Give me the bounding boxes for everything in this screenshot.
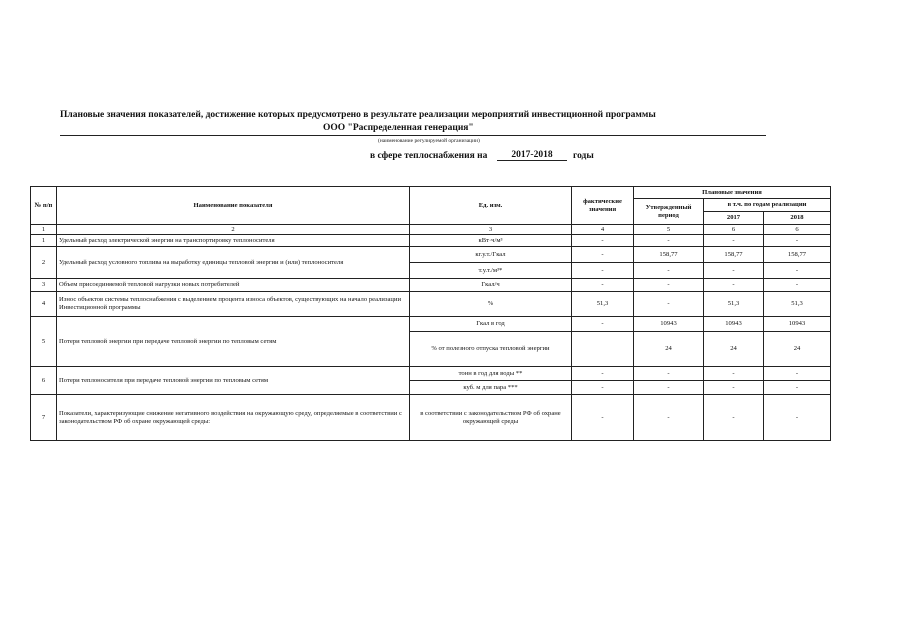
row-actual: - (572, 247, 634, 263)
row-2017: - (704, 367, 764, 381)
row-name: Удельный расход электрической энергии на транспортировку теплоносителя (57, 235, 410, 247)
row-approved: - (634, 292, 704, 317)
row-2017: 24 (704, 332, 764, 367)
row-2018: - (764, 395, 831, 441)
document-title: Плановые значения показателей, достижение которых предусмотрено в результате реализации мероприятий инвестиционной программы (60, 110, 656, 120)
row-2018: 10943 (764, 317, 831, 332)
row-unit: кВт·ч/м³ (410, 235, 572, 247)
row-num: 6 (31, 367, 57, 395)
sphere-label: в сфере теплоснабжения на (370, 151, 488, 161)
row-name: Удельный расход условного топлива на выработку единицы тепловой энергии и (или) теплоносителя (57, 247, 410, 279)
row-num: 5 (31, 317, 57, 367)
row-unit: Гкал/ч (410, 279, 572, 292)
header-planned: Плановые значения (634, 187, 831, 199)
table-row (31, 367, 831, 381)
row-2017: - (704, 235, 764, 247)
row-actual: - (572, 279, 634, 292)
index-cell: 2 (57, 225, 410, 235)
row-approved: - (634, 263, 704, 279)
index-cell: 6 (764, 225, 831, 235)
row-approved: - (634, 367, 704, 381)
index-cell: 6 (704, 225, 764, 235)
header-actual: фактические значения (572, 187, 634, 225)
row-2018: - (764, 263, 831, 279)
row-2017: 51,3 (704, 292, 764, 317)
indicators-table (30, 186, 831, 441)
row-2018: 24 (764, 332, 831, 367)
row-2017: 158,77 (704, 247, 764, 263)
header-num: № п/п (31, 187, 57, 225)
table-row (31, 247, 831, 263)
table-row (31, 279, 831, 292)
row-name: Потери тепловой энергии при передаче тепловой энергии по тепловым сетям (57, 317, 410, 367)
row-2018: 158,77 (764, 247, 831, 263)
row-2017: - (704, 395, 764, 441)
row-name: Показатели, характеризующие снижение негативного воздействия на окружающую среду, определяемые в соответствии с законодательством РФ об охране окружающей среды: (57, 395, 410, 441)
row-num: 2 (31, 247, 57, 279)
row-unit: в соответствии с законодательством РФ об охране окружающей среды (410, 395, 572, 441)
header-unit: Ед. изм. (410, 187, 572, 225)
row-2017: - (704, 263, 764, 279)
years-label: годы (573, 151, 594, 161)
row-num: 4 (31, 292, 57, 317)
row-actual: - (572, 395, 634, 441)
row-approved: - (634, 395, 704, 441)
index-cell: 4 (572, 225, 634, 235)
row-2017: - (704, 279, 764, 292)
header-year-2018: 2018 (764, 212, 831, 225)
row-num: 7 (31, 395, 57, 441)
row-actual (572, 332, 634, 367)
row-2018: - (764, 235, 831, 247)
row-unit: тонн в год для воды ** (410, 367, 572, 381)
organization-note: (наименование регулируемой организации) (378, 138, 480, 144)
table-row (31, 235, 831, 247)
years-value: 2017-2018 (497, 150, 567, 161)
row-2017: - (704, 381, 764, 395)
row-2018: 51,3 (764, 292, 831, 317)
row-num: 1 (31, 235, 57, 247)
row-approved: - (634, 381, 704, 395)
header-year-2017: 2017 (704, 212, 764, 225)
row-num: 3 (31, 279, 57, 292)
row-actual: - (572, 381, 634, 395)
header-by-years: в т.ч. по годам реализации (704, 199, 831, 212)
row-actual: - (572, 317, 634, 332)
row-unit: Гкал в год (410, 317, 572, 332)
row-actual: - (572, 263, 634, 279)
row-approved: 10943 (634, 317, 704, 332)
row-unit: куб. м для пара *** (410, 381, 572, 395)
row-2018: - (764, 381, 831, 395)
table-row (31, 317, 831, 332)
row-approved: 158,77 (634, 247, 704, 263)
row-actual: - (572, 235, 634, 247)
row-unit: % от полезного отпуска тепловой энергии (410, 332, 572, 367)
index-cell: 3 (410, 225, 572, 235)
row-name: Объем присоединяемой тепловой нагрузки новых потребителей (57, 279, 410, 292)
row-approved: 24 (634, 332, 704, 367)
header-approved-period: Утвержденный период (634, 199, 704, 225)
row-2018: - (764, 367, 831, 381)
row-unit: кг.у.т./Гкал (410, 247, 572, 263)
index-row (31, 225, 831, 235)
row-name: Износ объектов системы теплоснабжения с выделением процента износа объектов, существующих на начало реализации Инвестиционной программы (57, 292, 410, 317)
organization-name: ООО "Распределенная генерация" (323, 123, 474, 133)
row-unit: т.у.т./м³* (410, 263, 572, 279)
row-actual: - (572, 367, 634, 381)
row-name: Потери теплоносителя при передаче тепловой энергии по тепловым сетям (57, 367, 410, 395)
row-unit: % (410, 292, 572, 317)
table-row (31, 395, 831, 441)
header-row-1 (31, 187, 831, 199)
row-approved: - (634, 279, 704, 292)
row-actual: 51,3 (572, 292, 634, 317)
organization-underline (60, 135, 766, 136)
row-2018: - (764, 279, 831, 292)
row-2017: 10943 (704, 317, 764, 332)
row-approved: - (634, 235, 704, 247)
header-name: Наименование показателя (57, 187, 410, 225)
index-cell: 1 (31, 225, 57, 235)
table-row (31, 292, 831, 317)
index-cell: 5 (634, 225, 704, 235)
